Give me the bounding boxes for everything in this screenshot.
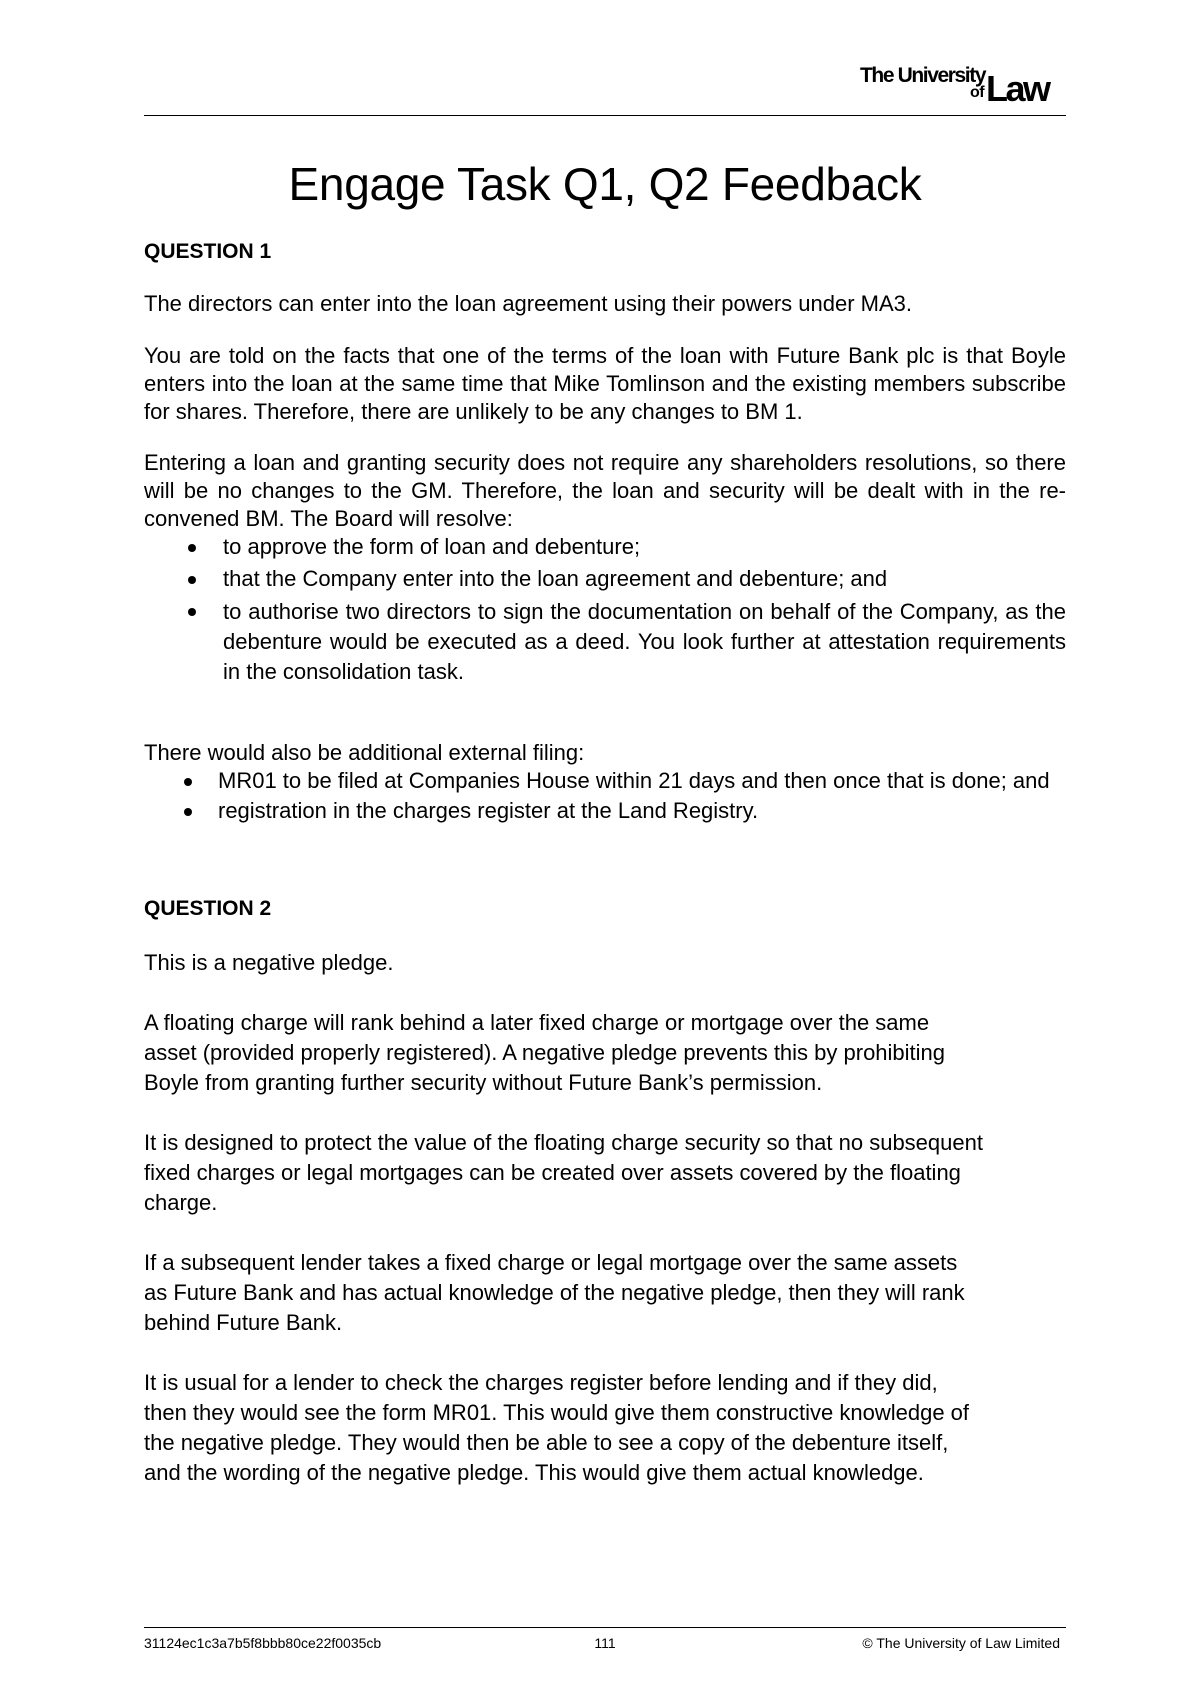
q2-paragraph-2: A floating charge will rank behind a later fixed charge or mortgage over the same asset (provided properly registered). A negative pledge prevents this by prohibiting Boyle from granting further security without Future Bank’s permission. — [144, 1010, 946, 1095]
list-item: that the Company enter into the loan agreement and debenture; and — [144, 565, 1066, 593]
page-title: Engage Task Q1, Q2 Feedback — [288, 158, 922, 210]
q2-paragraph-4: If a subsequent lender takes a fixed charge or legal mortgage over the same assets as Future Bank and has actual knowledge of the negative pledge, then they will rank behind Future Bank. — [144, 1250, 965, 1335]
footer-divider — [144, 1627, 1066, 1628]
filing-list — [144, 767, 1066, 825]
list-item: to approve the form of loan and debenture; — [144, 533, 1066, 561]
page-number: 111 — [594, 1635, 616, 1651]
q2-paragraph-5: It is usual for a lender to check the charges register before lending and if they did, then they would see the form MR01. This would give them constructive knowledge of the negative pledge. They would then be able to see a copy of the debenture itself, and the wording of the negative pledge. This would give them actual knowledge. — [144, 1370, 970, 1485]
header-divider — [144, 115, 1066, 116]
logo-law-text: Law — [986, 68, 1049, 109]
q2-paragraph-3: It is designed to protect the value of the floating charge security so that no subsequent fixed charges or legal mortgages can be created over assets covered by the floating charge. — [144, 1130, 983, 1215]
q1-paragraph-4: There would also be additional external filing: — [144, 740, 585, 765]
q1-paragraph-2: You are told on the facts that one of the terms of the loan with Future Bank plc is that Boyle enters into the loan at the same time that Mike Tomlinson and the existing members subscribe for shares. Therefore, there are unlikely to be any changes to BM 1. — [144, 343, 1066, 424]
q1-paragraph-3: Entering a loan and granting security does not require any shareholders resolutions, so there will be no changes to the GM. Therefore, the loan and security will be dealt with in the re-convened BM. The Board will resolve: — [144, 450, 1066, 531]
q2-paragraph-1: This is a negative pledge. — [144, 950, 394, 975]
logo-of-text: of — [970, 84, 985, 101]
list-item: to authorise two directors to sign the documentation on behalf of the Company, as the debenture would be executed as a deed. You look further at attestation requirements in the consolidation task. — [144, 597, 1066, 687]
list-item: MR01 to be filed at Companies House within 21 days and then once that is done; and — [144, 767, 1066, 795]
logo-university-text: The University — [860, 64, 986, 87]
page-footer — [144, 1634, 1066, 1654]
list-item: registration in the charges register at the Land Registry. — [144, 797, 1066, 825]
question-2-heading: QUESTION 2 — [144, 897, 272, 920]
university-of-law-logo — [860, 64, 1068, 108]
question-1-heading: QUESTION 1 — [144, 240, 272, 263]
document-code: 31124ec1c3a7b5f8bbb80ce22f0035cb — [144, 1635, 382, 1651]
q1-paragraph-1: The directors can enter into the loan agreement using their powers under MA3. — [144, 291, 912, 316]
copyright-notice: © The University of Law Limited — [862, 1635, 1060, 1651]
document-body — [144, 238, 1066, 1488]
resolve-list — [144, 533, 1066, 687]
